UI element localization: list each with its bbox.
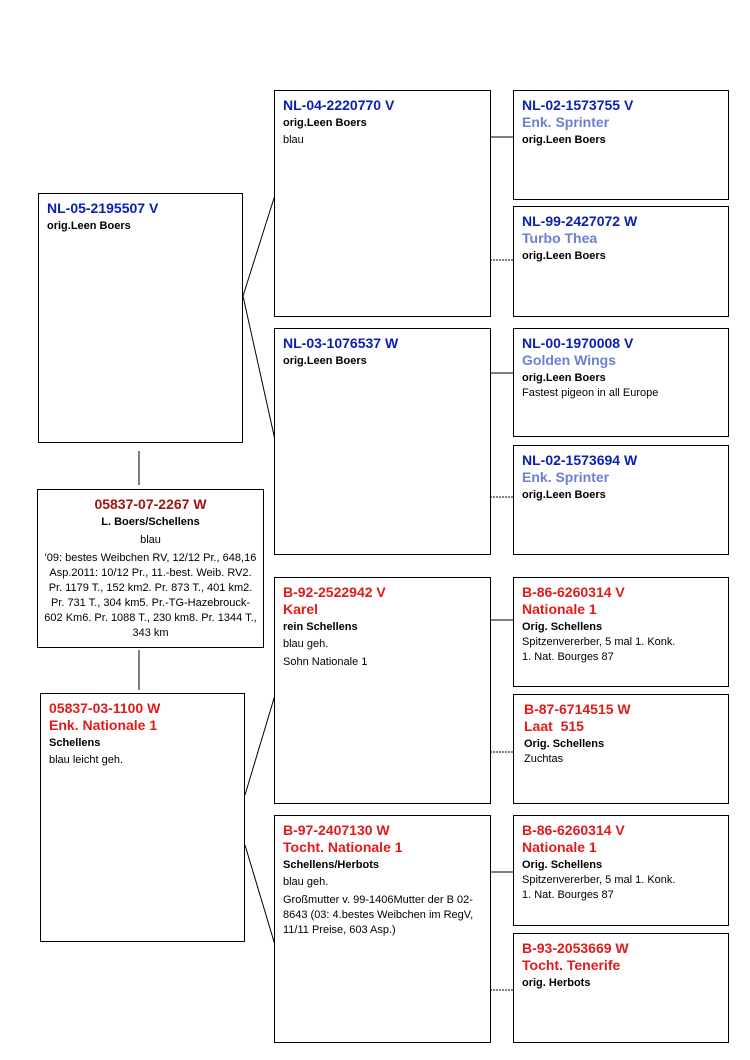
- gg1-card: [513, 90, 729, 200]
- gg5-note1: Spitzenvererber, 5 mal 1. Konk.: [522, 636, 676, 648]
- gg5-card: [513, 577, 729, 687]
- sire-card: [38, 193, 243, 443]
- dam-sire-breeder: rein Schellens: [283, 621, 358, 633]
- dam-sire-color: blau geh.: [283, 638, 329, 650]
- gg6-note: Zuchtas: [524, 753, 564, 765]
- gg6-name: Laat 515: [524, 718, 584, 734]
- gg2-breeder: orig.Leen Boers: [522, 250, 606, 262]
- dam-dam-color: blau geh.: [283, 876, 329, 888]
- dam-ring: 05837-03-1100 W: [49, 700, 161, 716]
- gg5-breeder: Orig. Schellens: [522, 621, 603, 633]
- dam-dam-ring: B-97-2407130 W: [283, 822, 390, 838]
- gg8-ring: B-93-2053669 W: [522, 940, 629, 956]
- sire-ring: NL-05-2195507 V: [47, 200, 159, 216]
- gg7-note1: Spitzenvererber, 5 mal 1. Konk.: [522, 874, 676, 886]
- sire-dam-card: [274, 328, 491, 555]
- subject-color: blau: [140, 534, 161, 546]
- gg7-breeder: Orig. Schellens: [522, 859, 603, 871]
- gg4-card: [513, 445, 729, 555]
- dam-name: Enk. Nationale 1: [49, 717, 158, 733]
- dam-dam-note: Großmutter v. 99-1406Mutter der B 02- 8643 (03: 4.bestes Weibchen im RegV, 11/11 Preise, 603 Asp.): [283, 894, 474, 936]
- subject-notes: '09: bestes Weibchen RV, 12/12 Pr., 648,16 Asp.2011: 10/12 Pr., 11.-best. Weib. RV2. Pr. 1179 T., 152 km2. Pr. 873 T., 401 km2. Pr. 731 T., 304 km5. Pr.-TG-Hazebrouck-602 Km6. Pr. 1088 T., 230 km8. Pr. 1344 T., 343 km: [44, 552, 257, 639]
- gg8-card: [513, 933, 729, 1043]
- dam-breeder: Schellens: [49, 737, 101, 749]
- gg2-name: Turbo Thea: [522, 230, 598, 246]
- gg4-name: Enk. Sprinter: [522, 469, 610, 485]
- gg4-breeder: orig.Leen Boers: [522, 489, 606, 501]
- sire-dam-breeder: orig.Leen Boers: [283, 355, 367, 367]
- gg7-ring: B-86-6260314 V: [522, 822, 625, 838]
- sire-dam-ring: NL-03-1076537 W: [283, 335, 399, 351]
- dam-color: blau leicht geh.: [49, 754, 123, 766]
- dam-sire-name: Karel: [283, 601, 319, 617]
- gg6-card: [513, 694, 729, 804]
- dam-dam-breeder: Schellens/Herbots: [283, 859, 379, 871]
- sire-sire-breeder: orig.Leen Boers: [283, 117, 367, 129]
- dam-dam-name: Tocht. Nationale 1: [283, 839, 403, 855]
- dam-sire-note: Sohn Nationale 1: [283, 656, 368, 668]
- gg3-name: Golden Wings: [522, 352, 616, 368]
- gg7-note2: 1. Nat. Bourges 87: [522, 889, 614, 901]
- gg5-ring: B-86-6260314 V: [522, 584, 625, 600]
- subject-card: [37, 489, 264, 648]
- gg1-breeder: orig.Leen Boers: [522, 134, 606, 146]
- gg7-name: Nationale 1: [522, 839, 597, 855]
- gg6-breeder: Orig. Schellens: [524, 738, 605, 750]
- sire-breeder: orig.Leen Boers: [47, 220, 131, 232]
- dam-sire-ring: B-92-2522942 V: [283, 584, 386, 600]
- dam-dam-card: [274, 815, 491, 1043]
- gg3-note: Fastest pigeon in all Europe: [522, 387, 659, 399]
- gg8-breeder: orig. Herbots: [522, 977, 591, 989]
- gg5-name: Nationale 1: [522, 601, 597, 617]
- gg8-name: Tocht. Tenerife: [522, 957, 621, 973]
- gg2-card: [513, 206, 729, 317]
- sire-sire-card: [274, 90, 491, 317]
- gg3-ring: NL-00-1970008 V: [522, 335, 634, 351]
- gg6-ring: B-87-6714515 W: [524, 701, 631, 717]
- gg1-name: Enk. Sprinter: [522, 114, 610, 130]
- dam-sire-card: [274, 577, 491, 804]
- subject-ring: 05837-07-2267 W: [94, 496, 207, 512]
- sire-sire-color: blau: [283, 134, 304, 146]
- gg4-ring: NL-02-1573694 W: [522, 452, 638, 468]
- gg3-breeder: orig.Leen Boers: [522, 372, 606, 384]
- subject-breeder: L. Boers/Schellens: [101, 516, 200, 528]
- gg1-ring: NL-02-1573755 V: [522, 97, 634, 113]
- gg7-card: [513, 815, 729, 926]
- gg5-note2: 1. Nat. Bourges 87: [522, 651, 614, 663]
- sire-sire-ring: NL-04-2220770 V: [283, 97, 395, 113]
- dam-card: [40, 693, 245, 942]
- gg3-card: [513, 328, 729, 437]
- gg2-ring: NL-99-2427072 W: [522, 213, 638, 229]
